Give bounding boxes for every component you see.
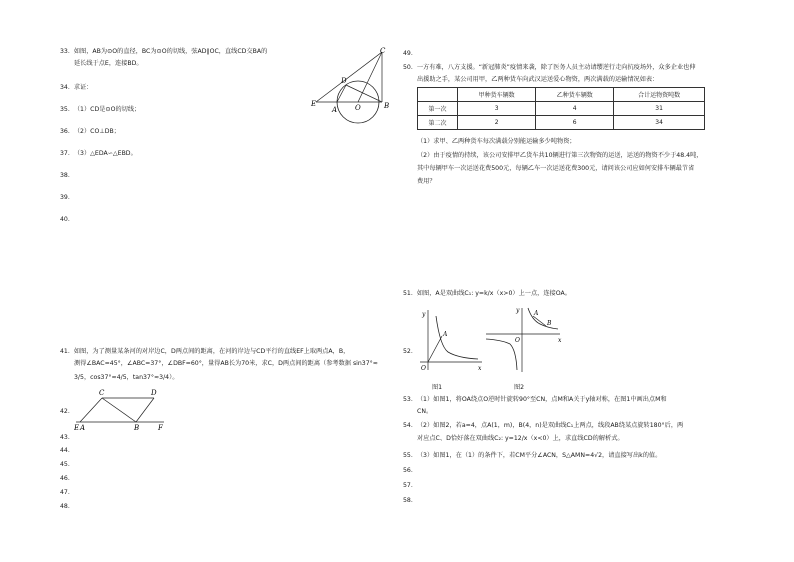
question-52: 52. (403, 348, 413, 355)
line-db (346, 85, 382, 102)
question-37: 37. （3）△EDA∽△EBD。 (60, 150, 137, 157)
figure-1-caption: 图1 (432, 384, 443, 391)
fig1-y-label: y (422, 311, 426, 318)
question-39: 39. (60, 194, 70, 201)
question-44: 44. (60, 447, 70, 454)
question-50-sub2-line2: 其中每辆甲车一次运送花费500元，每辆乙车一次运送花费300元，请问该公司应如何安排车辆最节省 (417, 165, 695, 172)
label-e: E (311, 100, 317, 108)
table-header-cell: 乙种货车辆数 (536, 88, 614, 102)
question-50-sub2: （2）由于疫情的持续，该公司安排甲乙货车共10辆进行第三次物资的运送，运送的物资不少于48.4吨， (417, 152, 703, 159)
label-o: O (355, 104, 361, 112)
circle-tangent-figure (310, 46, 400, 124)
question-41: 41. 如图，为了测量某条河的对岸边C，D两点间的距离，在河的岸边与CD平行的直线EF上取两点A，B， (60, 348, 350, 355)
label-e2: E (74, 424, 80, 432)
table-row (418, 102, 705, 116)
fig2-y-label: y (516, 307, 520, 314)
label-b: B (384, 102, 390, 110)
question-48: 48. (60, 503, 70, 510)
question-41-line2: 测得∠BAC=45°，∠ABC=37°，∠DBF=60°，量得AB长为70米，求C，D两点间的距离（参考数据 sin37°≈ (74, 360, 378, 367)
question-38: 38. (60, 172, 70, 179)
question-57: 57. (403, 482, 413, 489)
table-row (418, 116, 705, 130)
table-cell: 第二次 (418, 116, 458, 130)
table-cell: 2 (458, 116, 536, 130)
question-50-sub2-line3: 费用？ (417, 178, 436, 185)
table-cell: 31 (614, 102, 705, 116)
question-34: 34. 求证： (60, 84, 93, 91)
label-c: C (380, 47, 386, 55)
figure-1-hyperbola (418, 306, 484, 374)
table-cell: 6 (536, 116, 614, 130)
label-d: D (341, 77, 347, 85)
question-56: 56. (403, 467, 413, 474)
label-c2: C (99, 389, 105, 397)
fig2-a-label: A (534, 310, 539, 317)
table-cell: 34 (614, 116, 705, 130)
question-50-sub1: （1）求甲、乙两种货车每次满载分别能运输多少吨物资； (417, 138, 576, 145)
label-f2: F (158, 424, 163, 432)
question-58: 58. (403, 497, 413, 504)
question-50: 50. 一方有难，八方支援。“新冠肺炎”疫情来袭，除了医务人员主动请缨逆行走向抗疫场外，众多企业也伸 (403, 64, 696, 71)
table-header-row (418, 88, 705, 102)
hyperbola-c1-2 (528, 308, 558, 329)
question-41-line3: 3/5，cos37°≈4/5，tan37°≈3/4）。 (74, 374, 179, 381)
table-header-cell: 合计运物资吨数 (614, 88, 705, 102)
fig1-a-label: A (443, 331, 448, 338)
segment-ab (533, 316, 546, 326)
question-45: 45. (60, 461, 70, 468)
question-51: 51. 如图，A是双曲线C₁: y=k/x（x>0）上一点，连接OA。 (403, 290, 571, 297)
fig2-b-label: B (547, 320, 552, 327)
question-49: 49. (403, 50, 413, 57)
label-a2: A (80, 424, 86, 432)
label-a: A (332, 106, 338, 114)
figure-2-hyperbola (484, 304, 564, 374)
question-42: 42. (60, 408, 70, 415)
question-53-line2: CN。 (417, 408, 433, 415)
line-ad (337, 85, 346, 102)
figure-2-caption: 图2 (514, 384, 525, 391)
transport-table (417, 87, 705, 130)
table-cell: 3 (458, 102, 536, 116)
label-d2: D (151, 389, 157, 397)
river-figure (74, 388, 170, 432)
question-54: 54. （2）如图2，若a=4，点A(1，m)，B(4，n)是双曲线C₁上两点，线段AB绕某点旋转180°后，两 (403, 422, 684, 429)
line-ac (80, 398, 102, 422)
question-43: 43. (60, 434, 70, 441)
question-46: 46. (60, 475, 70, 482)
fig2-x-label: x (558, 337, 562, 344)
label-b2: B (134, 424, 140, 432)
question-36: 36. （2）CO⊥DB； (60, 128, 120, 135)
question-55: 55. （3）如图1，在（1）的条件下，若CM平分∠ACN，S△AMN=4√2，请直接写出k的值。 (403, 452, 662, 459)
question-47: 47. (60, 489, 70, 496)
fig1-o-label: O (421, 365, 426, 372)
line-oc (358, 52, 382, 102)
fig2-o-label: O (515, 337, 520, 344)
segment-oa (428, 336, 442, 362)
question-54-line2: 对应点C、D恰好落在双曲线C₂: y=12/x（x<0）上，求直线CD的解析式。 (417, 435, 624, 442)
table-header-cell (418, 88, 458, 102)
table-cell: 第一次 (418, 102, 458, 116)
question-53: 53. （1）如图1，将OA绕点O逆时针旋转90°至CN，点M和A关于y轴对称，在图1中画出点M和 (403, 396, 667, 403)
line-bc2 (102, 398, 136, 422)
question-50-line2: 出援助之手，某公司用甲，乙两种货车向武汉运送爱心物资，两次满载的运输情况如表： (417, 76, 659, 83)
question-35: 35. （1）CD是⊙O的切线； (60, 106, 141, 113)
hyperbola-c2 (486, 339, 517, 370)
question-33: 33. 如图，AB为⊙O的直径，BC为⊙O的切线，弦AD∥OC，直线CD交BA的 (60, 48, 268, 55)
line-bd (136, 398, 154, 422)
fig1-x-label: x (478, 365, 482, 372)
line-ec (316, 52, 382, 102)
table-cell: 4 (536, 102, 614, 116)
table-header-cell: 甲种货车辆数 (458, 88, 536, 102)
question-33-line2: 延长线于点E，连接BD。 (74, 60, 143, 67)
question-40: 40. (60, 216, 70, 223)
